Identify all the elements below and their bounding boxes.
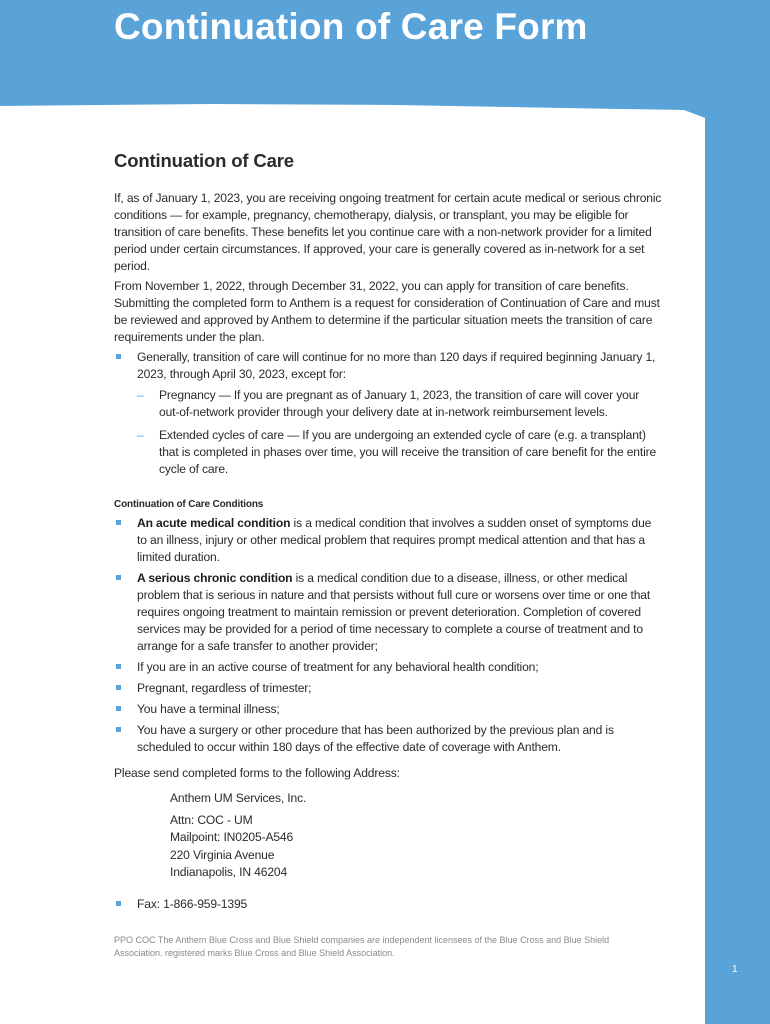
general-bullet	[114, 349, 662, 478]
page-number: 1	[732, 964, 738, 975]
exception-list	[137, 387, 662, 478]
condition-chronic	[114, 570, 662, 655]
address-line-attn: Attn: COC - UM	[170, 812, 253, 827]
address-line-city: Indianapolis, IN 46204	[170, 865, 288, 879]
document-body	[114, 152, 662, 917]
fax-list	[114, 896, 662, 913]
address-line-mailpoint: Mailpoint: IN0205-A546	[170, 830, 294, 844]
condition-authorized-surgery: You have a surgery or other procedure that has been authorized by the previous plan and is scheduled to occur within 180 days of the effective date of coverage with Anthem.	[114, 722, 662, 756]
general-bullet-text: Generally, transition of care will continue for no more than 120 days if required beginning January 1, 2023, through April 30, 2023, except for:	[137, 350, 656, 381]
address-line-company: Anthem UM Services, Inc.	[170, 791, 307, 805]
acute-term: An acute medical condition	[137, 516, 291, 530]
intro-paragraph-1: If, as of January 1, 2023, you are receiving ongoing treatment for certain acute medical or serious chronic conditions — for example, pregnancy, chemotherapy, dialysis, or transplant, you may be eligible for transition of care benefits. These benefits let you continue care with a non-network provider for a limited period under certain circumstances. If approved, your care is generally covered as in-network for a set period.	[114, 191, 662, 273]
condition-behavioral-health: If you are in an active course of treatment for any behavioral health condition;	[114, 659, 662, 676]
exception-extended-cycles: – Extended cycles of care — If you are undergoing an extended cycle of care (e.g. a transplant) that is completed in phases over time, you will receive the transition of care benefit for the entire cycle of care.	[137, 427, 662, 478]
chronic-description: is a medical condition due to a disease, illness, or other medical problem that is serious in nature and that persists without full cure or worsens over time or one that requires ongoing treatment to maintain remission or prevent deterioration. Completion of covered services may be provided for a period of time necessary to complete a course of treatment and to arrange for a safe transfer to another provider;	[137, 571, 651, 653]
mailing-address	[170, 790, 662, 882]
acute-description: is a medical condition that involves a sudden onset of symptoms due to an illness, injury or other medical problem that requires prompt medical attention and that has a limited duration.	[137, 516, 652, 564]
condition-pregnant: Pregnant, regardless of trimester;	[114, 680, 662, 697]
fax-number: Fax: 1-866-959-1395	[114, 896, 662, 913]
condition-acute	[114, 515, 662, 566]
address-line-street: 220 Virginia Avenue	[170, 847, 275, 862]
footer-disclaimer: PPO COC The Anthem Blue Cross and Blue Shield companies are independent licensees of the Blue Cross and Blue Shield Association. registered marks Blue Cross and Blue Shield Association.	[114, 935, 610, 958]
condition-terminal-illness: You have a terminal illness;	[114, 701, 662, 718]
address-intro: Please send completed forms to the following Address:	[114, 766, 400, 780]
form-banner-title: Continuation of Care Form	[114, 6, 588, 47]
conditions-heading: Continuation of Care Conditions	[114, 499, 264, 510]
conditions-list	[114, 515, 662, 756]
intro-paragraph-2: From November 1, 2022, through December 31, 2022, you can apply for transition of care benefits. Submitting the completed form to Anthem is a request for consideration of Continuation of Care and must be reviewed and approved by Anthem to determine if the particular situation meets the transition of care requirements under the plan.	[114, 279, 660, 344]
general-list	[114, 349, 662, 478]
chronic-term: A serious chronic condition	[137, 571, 293, 585]
section-title: Continuation of Care	[114, 150, 294, 171]
exception-pregnancy: – Pregnancy — If you are pregnant as of January 1, 2023, the transition of care will cover your out-of-network provider through your delivery date at in-network reimbursement levels.	[137, 387, 662, 421]
